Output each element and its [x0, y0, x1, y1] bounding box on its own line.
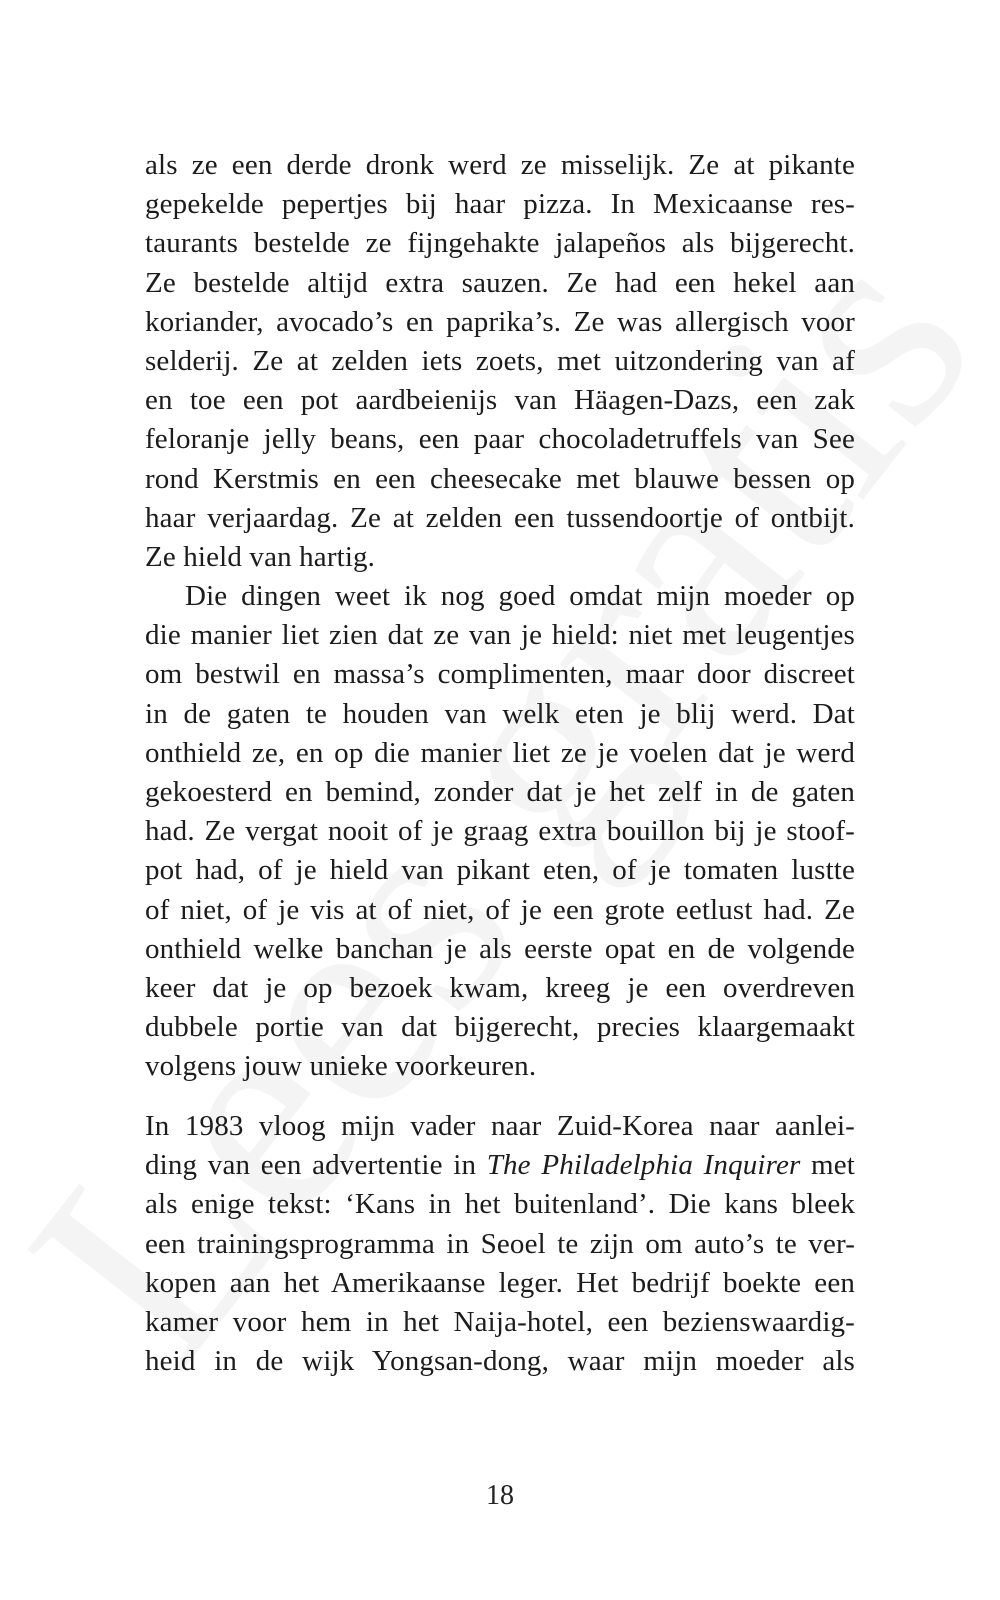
- text-line: keer dat je op bezoek kwam, kreeg je een overdreven: [145, 971, 855, 1004]
- text-line: onthield ze, en op die manier liet ze je voelen dat je werd: [145, 736, 855, 769]
- text-line: gekoesterd en bemind, zonder dat je het zelf in de gaten: [145, 776, 855, 808]
- text-line: een trainingsprogramma in Seoel te zijn om auto’s te ver-: [145, 1227, 855, 1260]
- text-line: Ze hield van hartig.: [145, 540, 376, 573]
- text-line: had. Ze vergat nooit of je graag extra bouillon bij je stoof-: [145, 815, 855, 848]
- text-line: feloranje jelly beans, een paar chocoladetruffels van See: [145, 423, 855, 456]
- text-fragment: met: [800, 1149, 855, 1182]
- text-fragment: ding van een advertentie in: [145, 1149, 487, 1182]
- text-line: selderij. Ze at zelden iets zoets, met uitzondering van af: [145, 344, 855, 377]
- paragraph-1: [145, 146, 855, 577]
- text-line: haar verjaardag. Ze at zelden een tussendoortje of ontbijt.: [145, 501, 855, 534]
- body-text-top: [145, 146, 855, 1087]
- page-number: 18: [486, 1480, 514, 1511]
- text-line: Ze bestelde altijd extra sauzen. Ze had een hekel aan: [145, 266, 855, 299]
- body-text-bottom: [145, 1107, 855, 1381]
- text-line: en toe een pot aardbeienijs van Häagen-Dazs, een zak: [145, 384, 855, 417]
- text-line: heid in de wijk Yongsan-dong, waar mijn moeder als: [145, 1345, 855, 1378]
- paragraph-2: [145, 577, 855, 1086]
- text-line: of niet, of je vis at of niet, of je een grote eetlust had. Ze: [145, 893, 855, 926]
- text-line: in de gaten te houden van welk eten je blij werd. Dat: [145, 697, 855, 730]
- text-line: als enige tekst: ‘Kans in het buitenland’. Die kans bleek: [145, 1188, 855, 1221]
- text-line-with-title: [145, 1146, 855, 1185]
- text-line: dubbele portie van dat bijgerecht, precies klaargemaakt: [145, 1011, 855, 1044]
- text-line: koriander, avocado’s en paprika’s. Ze was allergisch voor: [145, 305, 855, 338]
- text-line: kopen aan het Amerikaanse leger. Het bedrijf boekte een: [145, 1266, 855, 1299]
- text-line: onthield welke banchan je als eerste opat en de volgende: [145, 932, 855, 965]
- text-line: om bestwil en massa’s complimenten, maar door discreet: [145, 658, 855, 691]
- text-line: Die dingen weet ik nog goed omdat mijn moeder op: [185, 580, 855, 613]
- text-line: rond Kerstmis en een cheesecake met blauwe bessen op: [145, 462, 855, 495]
- text-line: die manier liet zien dat ze van je hield: niet met leugentjes: [145, 619, 855, 652]
- text-line: pot had, of je hield van pikant eten, of je tomaten lustte: [145, 854, 855, 887]
- text-line: als ze een derde dronk werd ze misselijk. Ze at pikante: [145, 149, 855, 181]
- text-line: taurants bestelde ze fijngehakte jalapeños als bijgerecht.: [145, 227, 855, 260]
- paragraph-3: [145, 1107, 855, 1381]
- text-line: In 1983 vloog mijn vader naar Zuid-Korea naar aanlei-: [145, 1110, 855, 1142]
- text-line: gepekelde pepertjes bij haar pizza. In Mexicaanse res-: [145, 188, 855, 221]
- text-line: kamer voor hem in het Naija-hotel, een bezienswaardig-: [145, 1305, 855, 1338]
- text-line: volgens jouw unieke voorkeuren.: [145, 1050, 537, 1083]
- newspaper-title: The Philadelphia Inquirer: [486, 1149, 801, 1182]
